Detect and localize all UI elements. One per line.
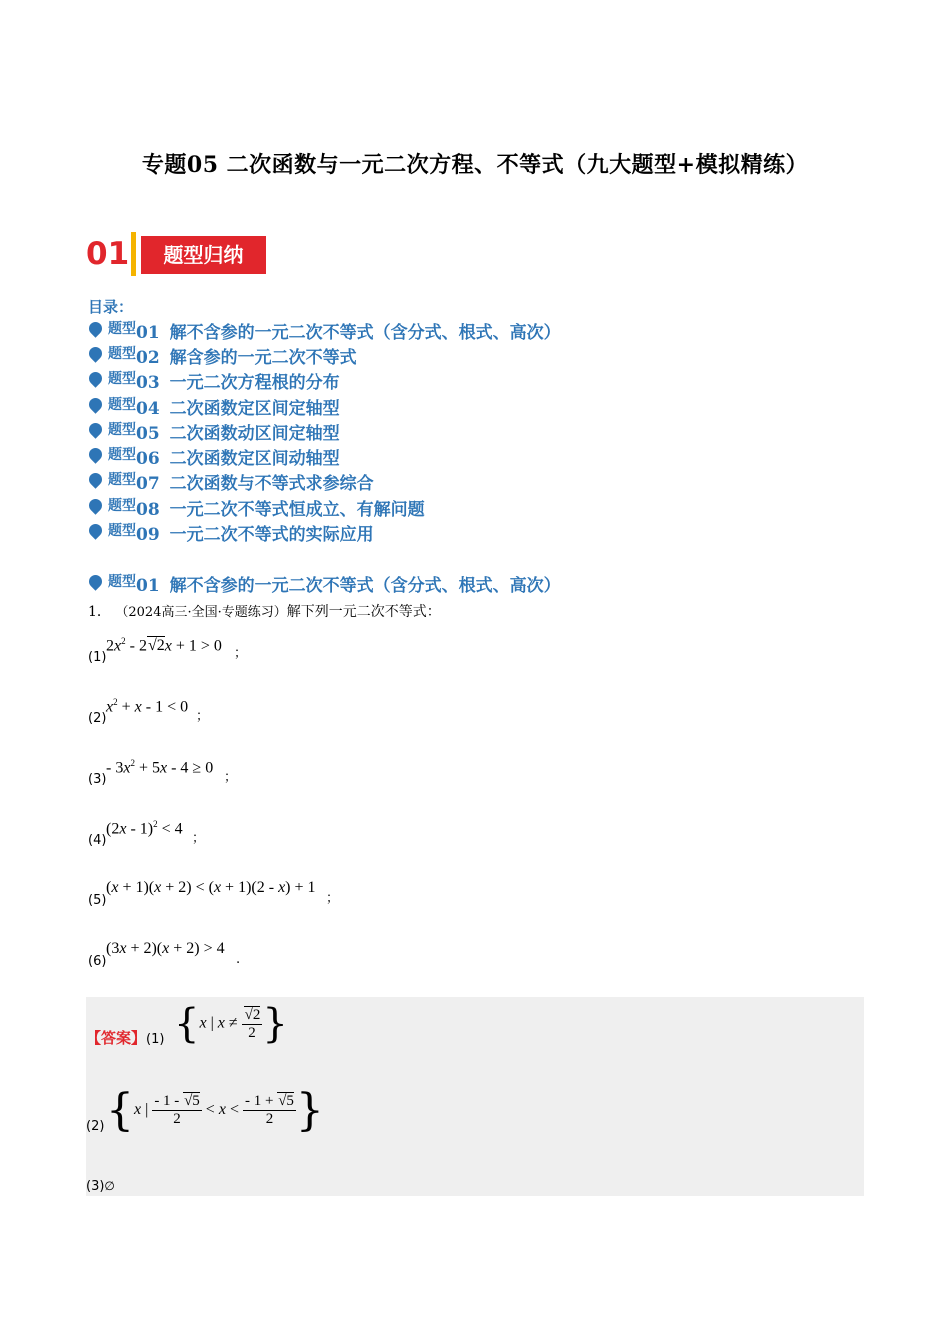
toc-item-number: 05 [136, 424, 160, 444]
problem-text: 解下列一元二次不等式： [286, 604, 441, 620]
toc-item-number: 02 [136, 348, 160, 368]
sub-problem-label: (4) [88, 833, 107, 848]
location-pin-icon [86, 344, 104, 362]
toc-item-prefix: 题型 [108, 371, 136, 387]
toc-item-number: 07 [136, 474, 160, 494]
toc-item-text: 二次函数定区间动轴型 [169, 449, 340, 469]
sub-problem-label: (1) [88, 650, 107, 665]
toc-item[interactable] [86, 368, 340, 392]
section-divider [131, 232, 136, 276]
toc-item-number: 04 [136, 399, 160, 419]
toc-item-text: 解不含参的一元二次不等式（含分式、根式、高次） [169, 323, 561, 343]
formula: (2x - 1)$^2$ < 4 [106, 819, 183, 838]
toc-item-text: 二次函数定区间定轴型 [169, 399, 340, 419]
location-pin-icon [86, 470, 104, 488]
toc-label: 目录： [88, 298, 134, 316]
question-type-number: 01 [136, 576, 160, 596]
toc-item-prefix: 题型 [108, 321, 136, 337]
answer-formula: {x | $\frac{- 1 - √5}{2}$ < x < $\frac{- 1 + √5}{2}$ } [106, 1085, 324, 1136]
location-pin-icon [86, 445, 104, 463]
toc-item-prefix: 题型 [108, 523, 136, 539]
toc-item-text: 二次函数动区间定轴型 [169, 424, 340, 444]
toc-item[interactable] [86, 520, 374, 544]
toc-item-prefix: 题型 [108, 397, 136, 413]
question-type-heading [86, 571, 561, 595]
sub-problem-label: (3) [88, 772, 107, 787]
toc-item-text: 解含参的一元二次不等式 [169, 348, 357, 368]
sub-problem-punct: ； [234, 646, 248, 661]
answer-part [86, 1175, 115, 1194]
toc-item-text: 一元二次不等式的实际应用 [169, 525, 374, 545]
toc-item[interactable] [86, 394, 340, 418]
sub-problem-label: (6) [88, 954, 107, 969]
sub-problem-punct: ； [224, 770, 238, 785]
toc-item-prefix: 题型 [108, 422, 136, 438]
formula: $2x^2 - 2√2x + 1 > 0$ [106, 636, 222, 655]
toc-item-text: 二次函数与不等式求参综合 [169, 474, 374, 494]
problem-number: 1． [88, 604, 111, 620]
formula: - $3x^2 + 5x - 4 \ge 0$ [106, 758, 214, 777]
answer-formula: {x | x ≠ $\frac{√2}{2}$ } [174, 1001, 288, 1047]
sub-problem-label: (5) [88, 893, 107, 908]
problem-source: （2024高三·全国·专题练习） [115, 605, 287, 620]
location-pin-icon [86, 369, 104, 387]
answer-box [86, 997, 864, 1196]
location-pin-icon [86, 572, 104, 590]
toc-item-text: 一元二次方程根的分布 [169, 373, 340, 393]
answer-part [86, 1027, 164, 1048]
location-pin-icon [86, 420, 104, 438]
toc-item-text: 一元二次不等式恒成立、有解问题 [169, 500, 425, 520]
toc-item-prefix: 题型 [108, 447, 136, 463]
sub-problem-punct: ； [196, 709, 210, 724]
location-pin-icon [86, 496, 104, 514]
formula: (x + 1)(x + 2) < (x + 1)(2 - x) + 1 [106, 879, 316, 896]
toc-item[interactable] [86, 495, 425, 519]
sub-problem-label: (2) [88, 711, 107, 726]
toc-item-prefix: 题型 [108, 346, 136, 362]
question-type-prefix: 题型 [108, 574, 136, 590]
answer-part [86, 1115, 104, 1134]
location-pin-icon [86, 521, 104, 539]
toc-item[interactable] [86, 343, 357, 367]
toc-item[interactable] [86, 469, 374, 493]
answer-label: (1) [146, 1032, 165, 1047]
section-heading: 题型归纳 [141, 236, 266, 274]
answer-tag: 【答案】 [86, 1029, 147, 1047]
sub-problem-punct: ； [192, 831, 206, 846]
toc-item-prefix: 题型 [108, 498, 136, 514]
document-title: 专题05 二次函数与一元二次方程、不等式（九大题型+模拟精练） [141, 152, 809, 178]
formula: (3x + 2)(x + 2) > 4 [106, 940, 225, 957]
location-pin-icon [86, 319, 104, 337]
toc-item[interactable] [86, 318, 561, 342]
answer-label: (3) [86, 1179, 105, 1194]
problem-stem [88, 601, 441, 621]
sub-problem-punct: . [236, 952, 241, 967]
section-number: 01 [86, 236, 130, 272]
answer-label: (2) [86, 1119, 105, 1134]
sub-problem-punct: ； [326, 891, 340, 906]
formula: $x^2 + x - 1 < 0$ [106, 697, 189, 716]
toc-item-number: 08 [136, 500, 160, 520]
empty-set-symbol: ∅ [104, 1179, 115, 1193]
toc-item-prefix: 题型 [108, 472, 136, 488]
location-pin-icon [86, 395, 104, 413]
toc-item[interactable] [86, 444, 340, 468]
question-type-text: 解不含参的一元二次不等式（含分式、根式、高次） [169, 576, 561, 596]
toc-item-number: 06 [136, 449, 160, 469]
toc-item-number: 09 [136, 525, 160, 545]
toc-item-number: 03 [136, 373, 160, 393]
toc-item-number: 01 [136, 323, 160, 343]
toc-item[interactable] [86, 419, 340, 443]
